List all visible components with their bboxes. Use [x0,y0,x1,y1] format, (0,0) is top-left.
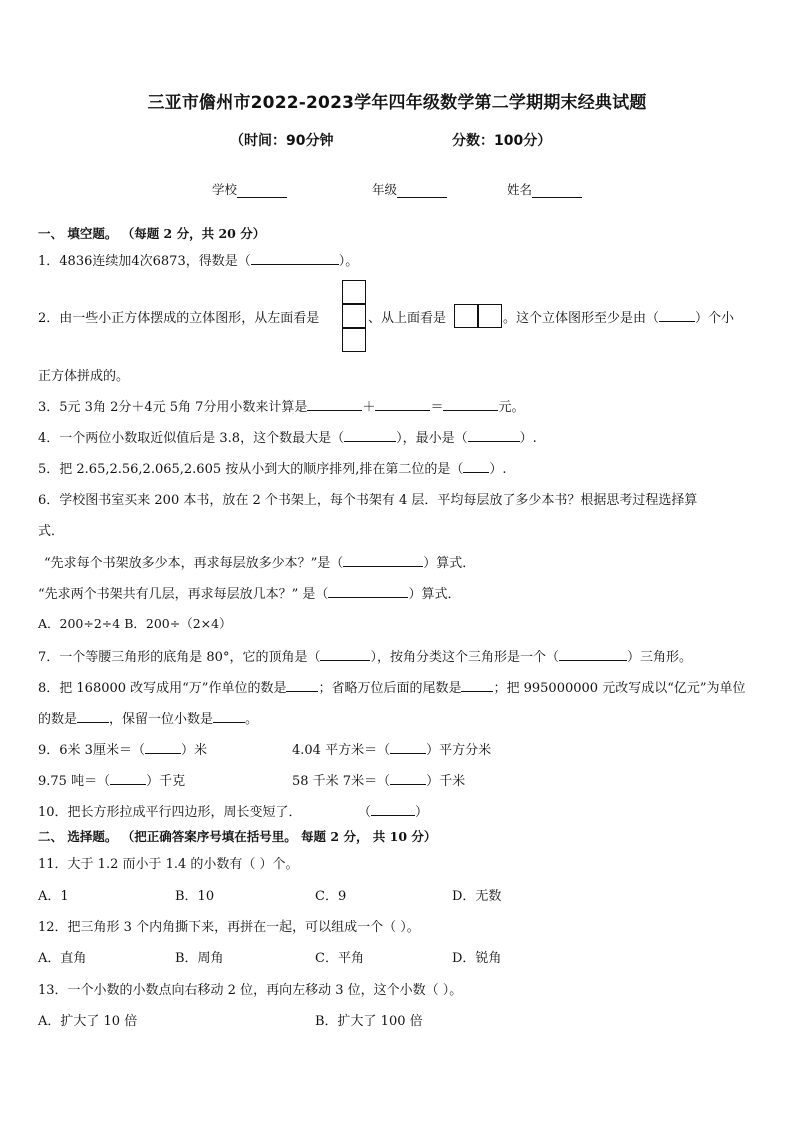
q7-blank-1[interactable] [320,648,370,661]
q8-blank-3[interactable] [77,710,109,723]
q4-text-c: ）. [519,431,537,446]
q9-b-text: 4.04 平方米＝（ [292,743,391,758]
q5-text: 5．把 2.65,2.56,2.065,2.605 按从小到大的顺序排列,排在第二位的是（ [38,462,464,477]
q8-blank-2[interactable] [461,679,493,692]
question-6: 6．学校图书室买来 200 本书，放在 2 个书架上，每个书架有 4 层．平均每层放了多少本书？根据思考过程选择算 [38,493,698,508]
page-title: 三亚市儋州市2022-2023学年四年级数学第二学期期末经典试题 [147,93,647,113]
q5-end: ）. [489,462,507,477]
q12-option-c[interactable]: C．平角 [315,951,364,966]
q8-text-b: ；省略万位后面的尾数是 [318,681,462,696]
name-blank[interactable] [532,183,582,198]
q3-blank-2[interactable] [375,398,430,411]
q3-text: 3．5元 3角 2分＋4元 5角 7分用小数来计算是 [38,400,308,415]
q6-d-text: “先求两个书架共有几层，再求每层放几本？” 是（ [38,587,329,602]
q7-blank-2[interactable] [559,648,627,661]
q3-end: 元。 [498,400,525,415]
q4-text-a: 4．一个两位小数取近似值后是 3.8，这个数最大是（ [38,431,345,446]
grade-blank[interactable] [397,183,447,198]
q9-d-text: 58 千米 7米＝（ [292,774,391,789]
question-3 [38,396,524,415]
q8-text-c: ；把 995000000 元改写成以“亿元”为单位 [493,681,746,696]
q7-text-c: ）三角形。 [626,650,692,665]
q6-d-end: ）算式． [408,587,461,602]
q9-b-end: ）平方分米 [426,743,492,758]
question-6-line2: 式． [38,524,65,539]
question-6-choices: A．200÷2÷4 B．200÷（2×4） [38,616,232,631]
q10-open: （ [358,805,372,820]
school-field[interactable] [212,180,287,198]
exam-score: 分数：100分） [452,133,552,149]
q6-c-text: “先求每个书架放多少本，再求每层放多少本？”是（ [44,556,344,571]
q3-blank-3[interactable] [443,398,498,411]
q9-blank-c[interactable] [110,772,146,785]
top-view-cube-left [454,304,478,328]
q2-blank[interactable] [659,309,695,322]
question-9a [38,739,207,758]
q9-a-text: 9．6米 3厘米＝（ [38,743,145,758]
question-9c [38,770,185,789]
q8-text-a: 8．把 168000 改写成用“万”作单位的数是 [38,681,287,696]
q7-text-b: ），按角分类这个三角形是一个（ [370,650,559,665]
q11-option-c[interactable]: C．9 [315,889,347,904]
question-8 [38,677,745,696]
q4-blank-1[interactable] [344,429,396,442]
q1-text: 1．4836连续加4次6873，得数是（ [38,254,251,269]
top-view-cube-right [478,304,502,328]
q13-option-b[interactable]: B．扩大了 100 倍 [315,1014,423,1029]
q2-text-c: 。这个立体图形至少是由（ [503,311,660,326]
q9-c-end: ）千克 [146,774,186,789]
q1-end: ）。 [338,254,359,269]
q4-text-b: ），最小是（ [396,431,468,446]
q9-a-end: ）米 [180,743,207,758]
q8-text-e: ，保留一位小数是 [109,712,214,727]
q10-blank[interactable] [371,803,415,816]
question-2-c [503,307,734,326]
q2-text-a: 2．由一些小正方体摆成的立体图形，从左面看是 [38,311,320,326]
question-13: 13．一个小数的小数点向右移动 2 位，再向左移动 3 位，这个小数（ ）。 [38,983,463,998]
q8-blank-1[interactable] [286,679,318,692]
left-view-cube-bottom [342,328,366,352]
question-12: 12．把三角形 3 个内角撕下来，再拼在一起，可以组成一个（ ）。 [38,920,420,935]
name-label: 姓名 [507,182,533,197]
q9-blank-b[interactable] [390,741,426,754]
q3-equals: ＝ [430,400,444,415]
section1-heading: 一、 填空题。 （每题 2 分，共 20 分） [38,226,266,241]
q8-text-d: 的数是 [38,712,78,727]
q10-close: ） [415,805,429,820]
question-2-e: 正方体拼成的。 [38,369,130,384]
q6-blank-2[interactable] [328,585,408,598]
q6-blank-1[interactable] [343,554,423,567]
q8-blank-4[interactable] [213,710,245,723]
question-5 [38,458,507,477]
question-4 [38,427,537,446]
left-view-cube-middle [342,304,366,328]
q9-blank-a[interactable] [145,741,181,754]
q11-option-d[interactable]: D．无数 [452,889,502,904]
q12-option-d[interactable]: D．锐角 [452,951,502,966]
question-7 [38,646,692,665]
school-blank[interactable] [237,183,287,198]
q9-d-end: ）千米 [426,774,466,789]
q13-option-a[interactable]: A．扩大了 10 倍 [38,1014,138,1029]
q5-blank[interactable] [463,460,489,473]
question-10: 10．把长方形拉成平行四边形，周长变短了． [38,805,302,820]
q9-blank-d[interactable] [390,772,426,785]
q11-option-b[interactable]: B．10 [175,889,215,904]
exam-time: （时间：90分钟 [230,133,334,149]
question-2 [38,307,319,326]
q9-c-text: 9.75 吨＝（ [38,774,111,789]
left-view-cube-top [342,280,366,304]
q4-blank-2[interactable] [468,429,520,442]
question-6-option-2 [38,583,460,602]
question-6-option-1 [44,552,475,571]
school-label: 学校 [212,182,238,197]
q2-text-d: ）个小 [695,311,735,326]
q11-option-a[interactable]: A．1 [38,889,69,904]
q6-c-end: ）算式． [423,556,476,571]
q2-text-b: 、从上面看是 [368,311,447,326]
question-1 [38,250,358,269]
q12-option-a[interactable]: A．直角 [38,951,87,966]
q7-text-a: 7．一个等腰三角形的底角是 80°，它的顶角是（ [38,650,321,665]
q3-blank-1[interactable] [307,398,362,411]
section2-heading: 二、 选择题。 （把正确答案序号填在括号里。 每题 2 分， 共 10 分） [38,829,437,844]
question-8-line2 [38,708,258,727]
grade-field[interactable] [372,180,447,198]
q8-text-f: 。 [245,712,259,727]
question-2-b [368,307,446,326]
question-11: 11．大于 1.2 而小于 1.4 的小数有（ ）个。 [38,857,299,872]
grade-label: 年级 [372,182,398,197]
q3-plus: ＋ [362,400,376,415]
q12-option-b[interactable]: B．周角 [175,951,224,966]
question-9b [292,739,491,758]
q1-blank[interactable] [251,252,339,265]
question-9d [292,770,465,789]
question-10-answer [358,801,428,820]
name-field[interactable] [507,180,582,198]
